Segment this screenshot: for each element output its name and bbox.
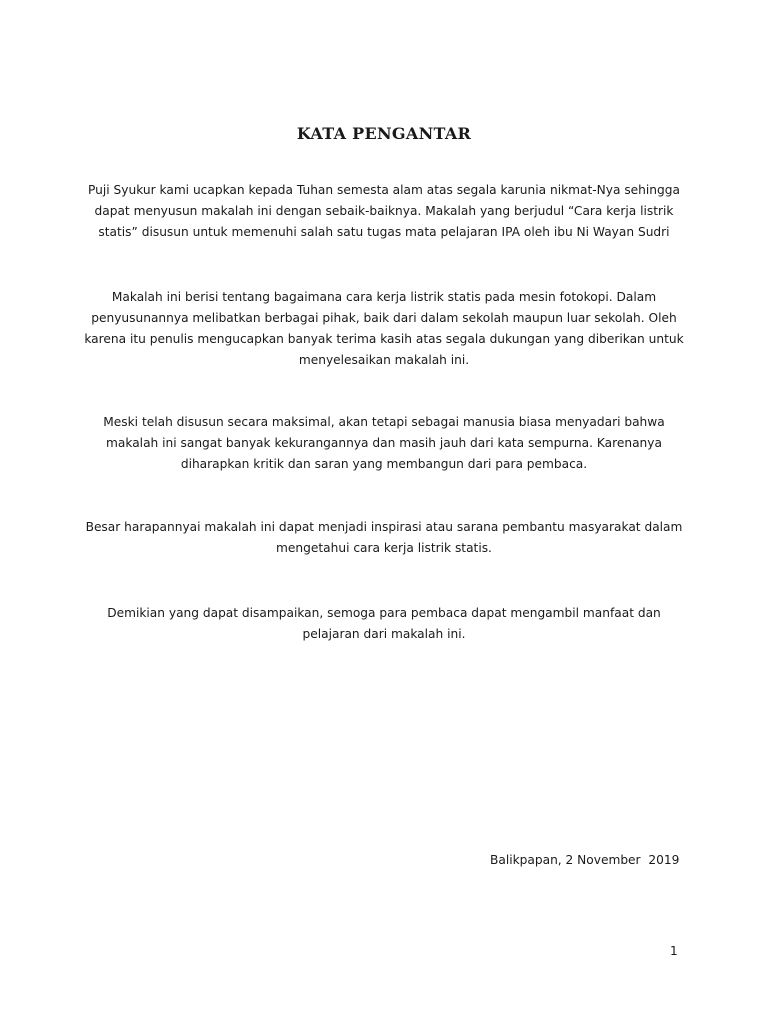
paragraph-1: Puji Syukur kami ucapkan kepada Tuhan semesta alam atas segala karunia nikmat-Nya sehingga dapat menyusun makalah ini dengan sebaik-baiknya. Makalah yang berjudul “Cara kerja listrik statis” disusun untuk memenuhi salah satu tugas mata pelajaran IPA oleh ibu Ni Wayan Sudri [88,183,680,239]
paragraph-4: Besar harapannyai makalah ini dapat menjadi inspirasi atau sarana pembantu masyarakat dalam mengetahui cara kerja listrik statis. [85,520,683,555]
page-title: KATA PENGANTAR [296,124,472,143]
paragraph-5: Demikian yang dapat disampaikan, semoga para pembaca dapat mengambil manfaat dan pelajaran dari makalah ini. [107,606,661,641]
paragraph-3: Meski telah disusun secara maksimal, akan tetapi sebagai manusia biasa menyadari bahwa makalah ini sangat banyak kekurangannya dan masih jauh dari kata sempurna. Karenanya diharapkan kritik dan saran yang membangun dari para pembaca. [103,415,665,471]
page-number: 1 [670,944,678,958]
paragraph-2: Makalah ini berisi tentang bagaimana cara kerja listrik statis pada mesin fotokopi. Dalam penyusunannya melibatkan berbagai pihak, baik dari dalam sekolah maupun luar sekolah. Oleh karena itu penulis mengucapkan banyak terima kasih atas segala dukungan yang diberikan untuk menyelesaikan makalah ini. [84,290,684,367]
place-date: Balikpapan, 2 November 2019 [490,853,680,867]
